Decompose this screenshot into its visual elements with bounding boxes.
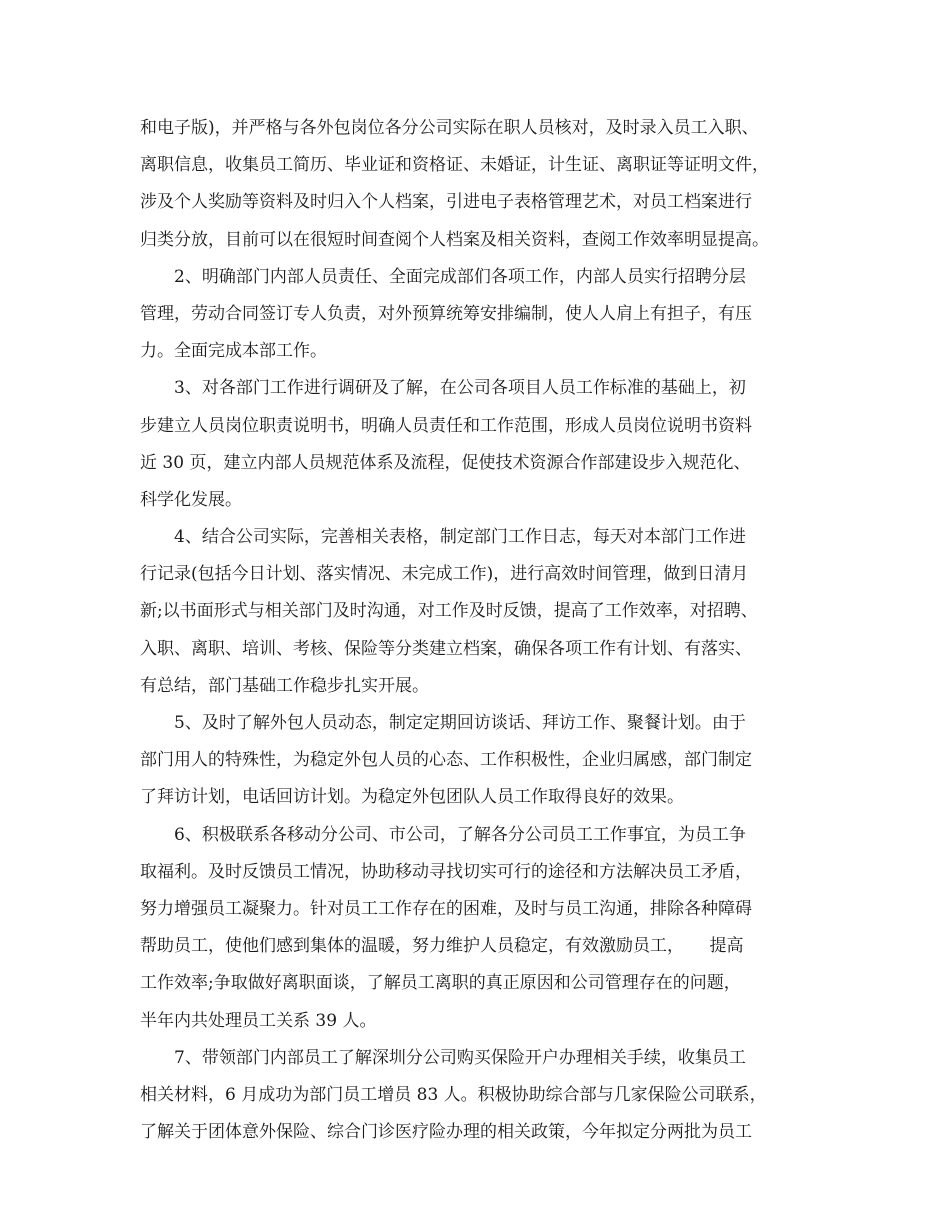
text-line: 力。全面完成本部工作。 <box>140 341 327 362</box>
document-body <box>140 110 830 1151</box>
text-line: 部门用人的特殊性，为稳定外包人员的心态、工作积极性，企业归属感，部门制定 <box>140 750 752 771</box>
text-line: 步建立人员岗位职责说明书，明确人员责任和工作范围，形成人员岗位说明书资料 <box>140 415 752 436</box>
paragraph-6-start: 6、积极联系各移动分公司、市公司，了解各分公司员工工作事宜，为员工争 <box>174 824 746 845</box>
text-line: 取福利。及时反馈员工情况，协助移动寻找切实可行的途径和方法解决员工矛盾， <box>140 861 752 882</box>
text-line: 了拜访计划，电话回访计划。为稳定外包团队人员工作取得良好的效果。 <box>140 787 684 808</box>
paragraph-2-start: 2、明确部门内部人员责任、全面完成部们各项工作，内部人员实行招聘分层 <box>174 266 746 287</box>
text-line: 管理，劳动合同签订专人负责，对外预算统筹安排编制，使人人肩上有担子，有压 <box>140 303 752 324</box>
text-line: 行记录(包括今日计划、落实情况、未完成工作)，进行高效时间管理，做到日清月 <box>140 564 749 585</box>
text-line: 科学化发展。 <box>140 489 242 510</box>
text-line: 工作效率;争取做好离职面谈，了解员工离职的真正原因和公司管理存在的问题， <box>140 973 741 994</box>
paragraph-7-start: 7、带领部门内部员工了解深圳分公司购买保险开户办理相关手续，收集员工 <box>174 1047 746 1068</box>
text-line: 帮助员工，使他们感到集体的温暖，努力维护人员稳定，有效激励员工， 提高 <box>140 936 744 957</box>
paragraph-4-start: 4、结合公司实际，完善相关表格，制定部门工作日志，每天对本部门工作进 <box>174 527 746 548</box>
paragraph-5-start: 5、及时了解外包人员动态，制定定期回访谈话、拜访工作、聚餐计划。由于 <box>174 713 746 733</box>
text-line: 归类分放，目前可以在很短时间查阅个人档案及相关资料，查阅工作效率明显提高。 <box>140 229 769 250</box>
text-line: 涉及个人奖励等资料及时归入个人档案，引进电子表格管理艺术，对员工档案进行 <box>140 192 752 213</box>
text-line: 半年内共处理员工关系 39 人。 <box>140 1010 377 1031</box>
text-line: 入职、离职、培训、考核、保险等分类建立档案，确保各项工作有计划、有落实、 <box>140 638 752 659</box>
text-line: 离职信息，收集员工简历、毕业证和资格证、未婚证，计生证、离职证等证明文件， <box>140 155 769 176</box>
text-line: 相关材料，6 月成功为部门员工增员 83 人。积极协助综合部与几家保险公司联系， <box>140 1084 767 1105</box>
paragraph-3-start: 3、对各部门工作进行调研及了解，在公司各项目人员工作标准的基础上，初 <box>174 378 746 399</box>
text-line: 有总结，部门基础工作稳步扎实开展。 <box>140 675 429 696</box>
text-line: 努力增强员工凝聚力。针对员工工作存在的困难，及时与员工沟通，排除各种障碍 <box>140 898 752 919</box>
text-line: 新;以书面形式与相关部门及时沟通，对工作及时反馈，提高了工作效率，对招聘、 <box>140 601 758 622</box>
text-line: 了解关于团体意外保险、综合门诊医疗险办理的相关政策，今年拟定分两批为员工 <box>140 1122 752 1143</box>
text-line: 和电子版)，并严格与各外包岗位各分公司实际在职人员核对，及时录入员工入职、 <box>140 118 759 138</box>
text-line: 近 30 页，建立内部人员规范体系及流程，促使技术资源合作部建设步入规范化、 <box>140 452 751 473</box>
